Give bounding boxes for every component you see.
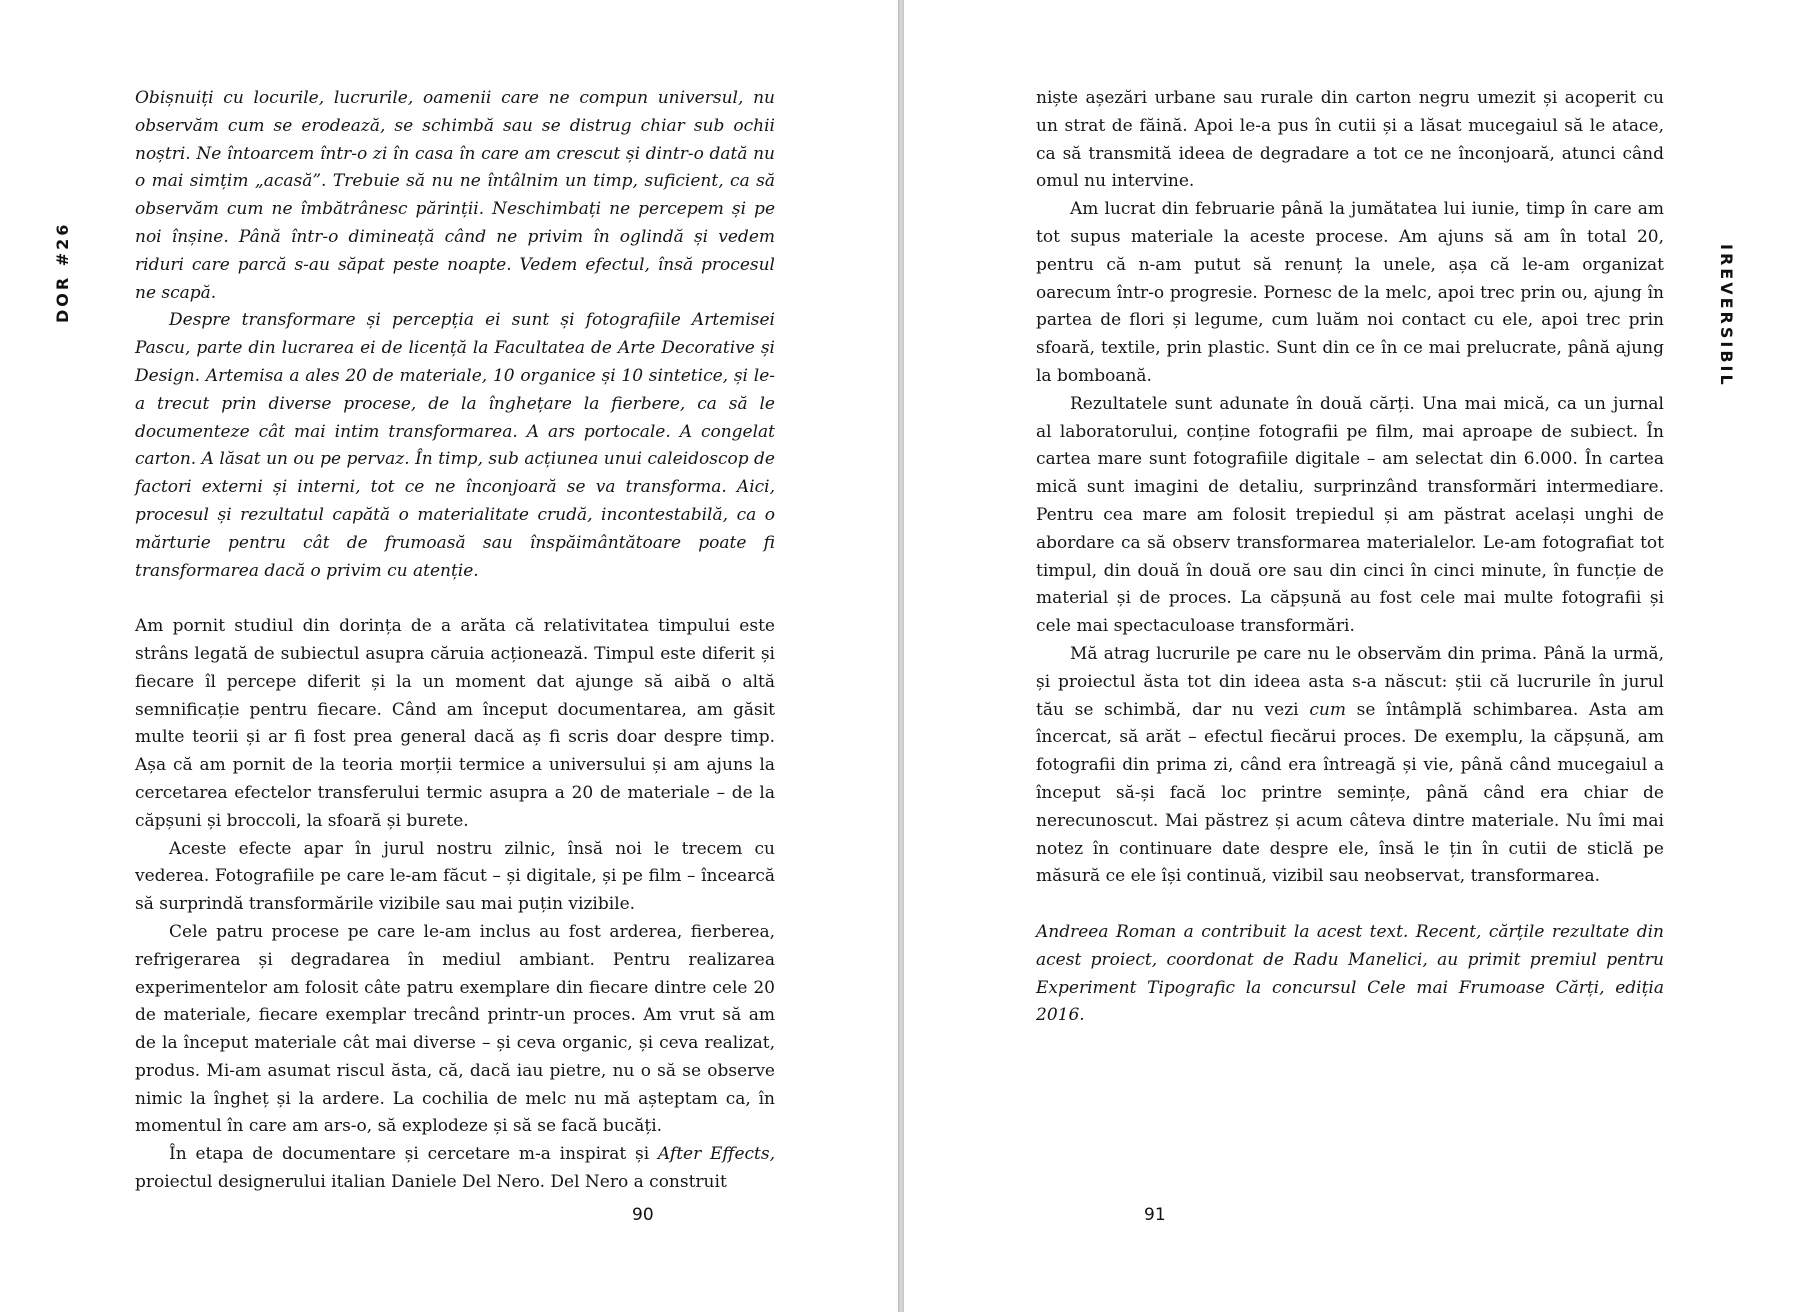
body-paragraph: Cele patru procese pe care le-am inclus au fost arderea, fierberea, refrigerarea și degradarea în mediul ambiant. Pentru realizarea experimentelor am folosit câte patru exemplare din fiecare dintre cele 20 de materiale, fiecare exemplar trecând printr-un proces. Am vrut să am de la început materiale cât mai diverse – și ceva organic, și ceva realizat, produs. Mi-am asumat riscul ăsta, că, dacă iau pietre, nu o să se observe nimic la îngheț și la ardere. La cochilia de melc nu mă așteptam ca, în momentul în care am ars-o, să explodeze și să se facă bucăți. — [135, 921, 775, 1137]
intro-paragraph: Despre transformare și percepția ei sunt și fotografiile Artemisei Pascu, parte din lucrarea ei de licență la Facultatea de Arte Decorative și Design. Artemisa a ales 20 de materiale, 10 organice și 10 sintetice, și le-a trecut prin diverse procese, de la înghețare la fierbere, ca să le documenteze cât mai intim transformarea. A ars portocale. A congelat carton. A lăsat un ou pe pervaz. În timp, sub acțiunea unui caleidoscop de factori externi și interni, tot ce ne înconjoară se va transforma. Aici, procesul și rezultatul capătă o materialitate crudă, incontestabilă, ca o mărturie pentru cât de frumoasă sau înspăimântătoare poate fi transformarea dacă o privim cu atenție. — [135, 310, 775, 581]
intro-paragraph: Obișnuiți cu locurile, lucrurile, oamenii care ne compun universul, nu observăm cum se erodează, se schimbă sau se distrug chiar sub ochii noștri. Ne întoarcem într-o zi în casa în care am crescut și dintr-o dată nu o mai simțim „acasă”. Trebuie să nu ne întâlnim un timp, suficient, ca să observăm cum ne îmbătrânesc părinții. Neschimbați ne percepem și pe noi înșine. Până într-o dimineață când ne privim în oglindă și vedem riduri care parcă s-au săpat peste noapte. Vedem efectul, însă procesul ne scapă. — [135, 88, 775, 303]
left-page-text — [135, 85, 775, 1197]
body-paragraph: Aceste efecte apar în jurul nostru zilnic, însă noi le trecem cu vederea. Fotografiile pe care le-am făcut – și digitale, și pe film – încearcă să surprindă transformările vizibile sau mai puțin vizibile. — [135, 838, 775, 915]
page-number-left: 90 — [632, 1205, 654, 1225]
running-head-left: DOR #26 — [53, 221, 72, 323]
body-paragraph — [1036, 641, 1664, 891]
text-span: proiectul designerului italian Daniele Del Nero. Del Nero a construit — [135, 1172, 727, 1193]
section-gap — [1036, 891, 1664, 919]
text-span: Mă atrag lucrurile pe care nu le observăm din prima. Până la urmă, și proiectul ăsta tot din ideea asta s-a născut: știi că lucrurile în jurul tău se schimbă, dar nu vezi — [1036, 643, 1664, 720]
body-paragraph: Am lucrat din februarie până la jumătatea lui iunie, timp în care am tot supus materiale la aceste procese. Am ajuns să am în total 20, pentru că n-am putut să renunț la unele, așa că le-am organizat oarecum într-o progresie. Pornesc de la melc, apoi trec prin ou, ajung în partea de flori și legume, cum luăm noi contact cu ele, apoi trec prin sfoară, textile, prin plastic. Sunt din ce în ce mai prelucrate, până ajung la bomboană. — [1036, 199, 1664, 386]
running-head-right: IREVERSIBIL — [1717, 244, 1736, 388]
text-span: În etapa de documentare și cercetare m-a inspirat și — [169, 1144, 658, 1165]
right-page-text — [1036, 85, 1664, 1030]
credit-note: Andreea Roman a contribuit la acest text. Recent, cărțile rezultate din acest proiect, coordonat de Radu Manelici, au primit premiul pentru Experiment Tipografic la concursul Cele mai Frumoase Cărți, ediția 2016. — [1036, 921, 1664, 1026]
text-span: se întâmplă schimbarea. Asta am încercat, să arăt – efectul fiecărui proces. De exemplu, la căpșună, am fotografii din prima zi, când era întreagă și vie, până când mucegaiul a început să-și facă loc printre semințe, până când era chiar de nerecunoscut. Mai păstrez și acum câteva dintre materiale. Nu îmi mai notez în continuare date despre ele, însă le țin în cutii de sticlă pe măsură ce ele își continuă, vizibil sau neobservat, transformarea. — [1036, 699, 1664, 887]
italic-title: After Effects, — [657, 1144, 775, 1165]
body-paragraph — [135, 1141, 775, 1197]
body-paragraph: Am pornit studiul din dorința de a arăta că relativitatea timpului este strâns legată de subiectul asupra căruia acționează. Timpul este diferit și fiecare îl percepe diferit și la un moment dat ajunge să aibă o altă semnificație pentru fiecare. Când am început documentarea, am găsit multe teorii și ar fi fost prea general dacă aș fi scris doar despre timp. Așa că am pornit de la teoria morții termice a universului și am ajuns la cercetarea efectelor transferului termic asupra a 20 de materiale – de la căpșuni și broccoli, la sfoară și burete. — [135, 616, 775, 831]
page-number-right: 91 — [1144, 1205, 1166, 1225]
right-page — [904, 0, 1796, 1312]
body-paragraph: Rezultatele sunt adunate în două cărți. Una mai mică, ca un jurnal al laboratorului, conține fotografii pe film, mai aproape de subiect. În cartea mare sunt fotografiile digitale – am selectat din 6.000. În cartea mică sunt imagini de detaliu, surprinzând transformări intermediare. Pentru cea mare am folosit trepiedul și am păstrat același unghi de abordare ca să observ transformarea materialelor. Le-am fotografiat tot timpul, din două în două ore sau din cinci în cinci minute, în funcție de material și de proces. La căpșună au fost cele mai multe fotografii și cele mai spectaculoase transformări. — [1036, 393, 1664, 637]
body-paragraph: niște așezări urbane sau rurale din carton negru umezit și acoperit cu un strat de făină. Apoi le-a pus în cutii și a lăsat mucegaiul să le atace, ca să transmită ideea de degradare a tot ce ne înconjoară, atunci când omul nu intervine. — [1036, 88, 1664, 192]
italic-word: cum — [1309, 699, 1346, 720]
section-gap — [135, 585, 775, 613]
